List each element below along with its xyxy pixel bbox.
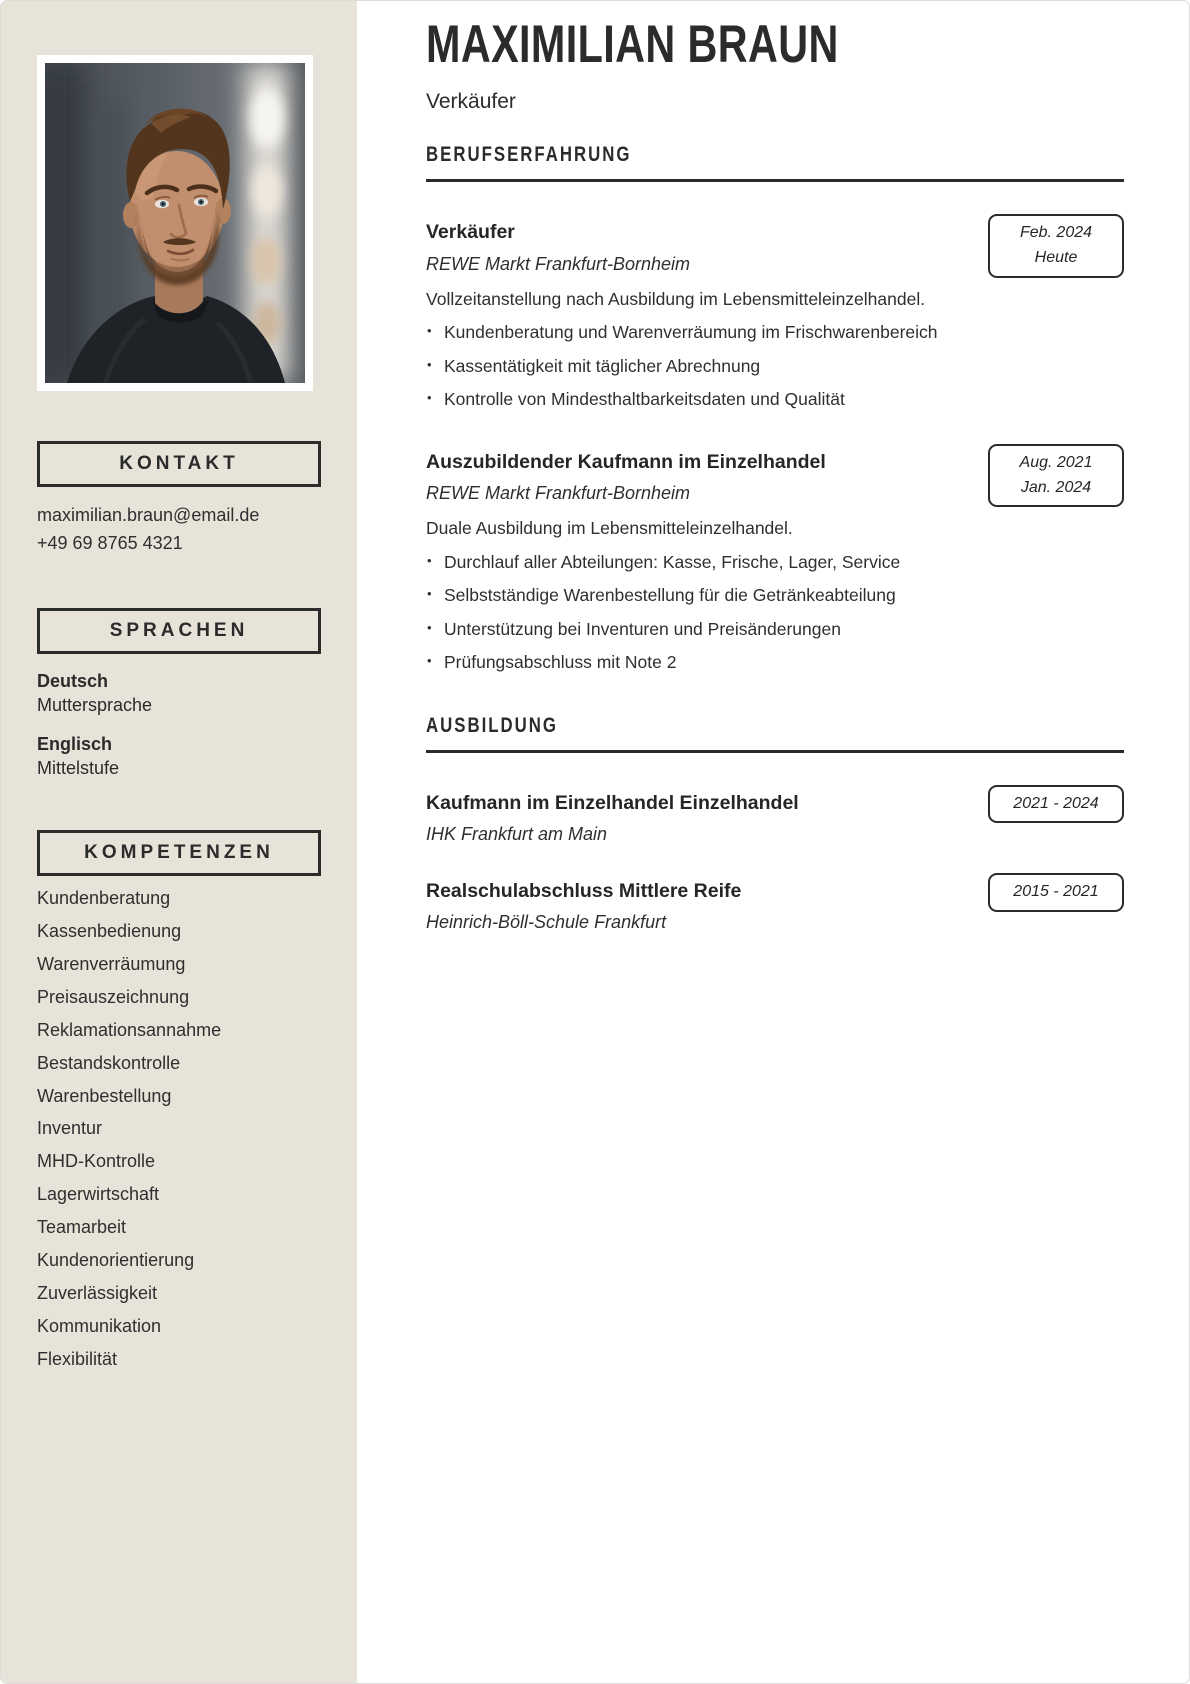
entry-title: Realschulabschluss Mittlere Reife xyxy=(426,879,742,902)
bullet-item: • Kundenberatung und Warenverräumung im Frischwarenbereich xyxy=(426,320,964,345)
skill-item: Reklamationsannahme xyxy=(37,1019,222,1040)
skill-item: Inventur xyxy=(37,1118,103,1139)
language-item xyxy=(37,733,321,780)
experience-entry xyxy=(426,220,1124,411)
experience-entry xyxy=(426,450,1124,675)
skill-item: Kundenberatung xyxy=(37,887,171,908)
contact-section xyxy=(37,441,321,558)
date-badge xyxy=(988,444,1124,508)
entry-title: Verkäufer xyxy=(426,221,515,244)
entry-description: Duale Ausbildung im Lebensmitteleinzelhandel. xyxy=(426,518,793,539)
languages-section xyxy=(37,608,321,780)
bullet-item: • Selbstständige Warenbestellung für die Getränkeabteilung xyxy=(426,583,964,608)
language-name: Englisch xyxy=(37,733,113,754)
bullet-item: • Kontrolle von Mindesthaltbarkeitsdaten und Qualität xyxy=(426,387,964,412)
languages-heading: SPRACHEN xyxy=(37,608,321,654)
language-level: Mittelstufe xyxy=(37,758,120,779)
bullet-item: • Durchlauf aller Abteilungen: Kasse, Frische, Lager, Service xyxy=(426,550,964,575)
date-start: Aug. 2021 xyxy=(1019,453,1093,471)
date-start: Feb. 2024 xyxy=(1019,224,1093,242)
skill-item: Lagerwirtschaft xyxy=(37,1184,160,1205)
language-item xyxy=(37,670,321,717)
skill-item: Preisauszeichnung xyxy=(37,986,190,1007)
skill-item: Bestandskontrolle xyxy=(37,1052,181,1073)
entry-school: IHK Frankfurt am Main xyxy=(426,823,608,844)
entry-company: REWE Markt Frankfurt-Bornheim xyxy=(426,253,691,274)
entry-title: Auszubildender Kaufmann im Einzelhandel xyxy=(426,450,826,473)
date-badge xyxy=(988,785,1124,824)
education-entry xyxy=(426,879,1124,933)
entry-company: REWE Markt Frankfurt-Bornheim xyxy=(426,483,691,504)
skill-item: Kassenbedienung xyxy=(37,920,182,941)
skills-section xyxy=(37,830,321,1371)
date-range: 2015 - 2021 xyxy=(1013,882,1099,900)
education-heading: AUSBILDUNG xyxy=(426,711,1124,753)
language-level: Muttersprache xyxy=(37,695,153,716)
skill-item: Zuverlässigkeit xyxy=(37,1283,158,1304)
experience-heading: BERUFSERFAHRUNG xyxy=(426,140,1124,182)
skills-heading: KOMPETENZEN xyxy=(37,830,321,876)
date-badge xyxy=(988,214,1124,278)
date-end: Heute xyxy=(1034,249,1078,267)
bullet-item: • Kassentätigkeit mit täglicher Abrechnung xyxy=(426,354,964,379)
skill-item: Warenverräumung xyxy=(37,953,186,974)
entry-school: Heinrich-Böll-Schule Frankfurt xyxy=(426,912,667,933)
entry-description: Vollzeitanstellung nach Ausbildung im Lebensmitteleinzelhandel. xyxy=(426,288,926,309)
skill-item: Kundenorientierung xyxy=(37,1250,195,1271)
education-entry xyxy=(426,791,1124,845)
language-name: Deutsch xyxy=(37,670,109,691)
skill-item: Flexibilität xyxy=(37,1349,118,1370)
entry-title: Kaufmann im Einzelhandel Einzelhandel xyxy=(426,791,799,814)
contact-heading: KONTAKT xyxy=(37,441,321,487)
skill-item: MHD-Kontrolle xyxy=(37,1151,156,1172)
entry-bullet-list xyxy=(426,550,964,675)
education-section xyxy=(426,711,1124,934)
bullet-item: • Unterstützung bei Inventuren und Preisänderungen xyxy=(426,617,964,642)
date-end: Jan. 2024 xyxy=(1020,478,1092,496)
main-content xyxy=(357,1,1189,1683)
skill-item: Kommunikation xyxy=(37,1316,162,1337)
sidebar xyxy=(1,1,357,1683)
profile-photo-frame xyxy=(37,55,313,391)
skill-item: Warenbestellung xyxy=(37,1085,172,1106)
person-name: MAXIMILIAN BRAUN xyxy=(426,15,839,74)
date-range: 2021 - 2024 xyxy=(1013,794,1099,812)
contact-email: maximilian.braun@email.de xyxy=(37,505,260,525)
date-badge xyxy=(988,873,1124,912)
skill-item: Teamarbeit xyxy=(37,1217,127,1238)
job-title: Verkäufer xyxy=(426,90,516,114)
contact-phone: +49 69 8765 4321 xyxy=(37,532,183,553)
entry-bullet-list xyxy=(426,320,964,412)
bullet-item: • Prüfungsabschluss mit Note 2 xyxy=(426,650,964,675)
experience-section xyxy=(426,140,1124,674)
portrait-photo xyxy=(45,63,305,383)
